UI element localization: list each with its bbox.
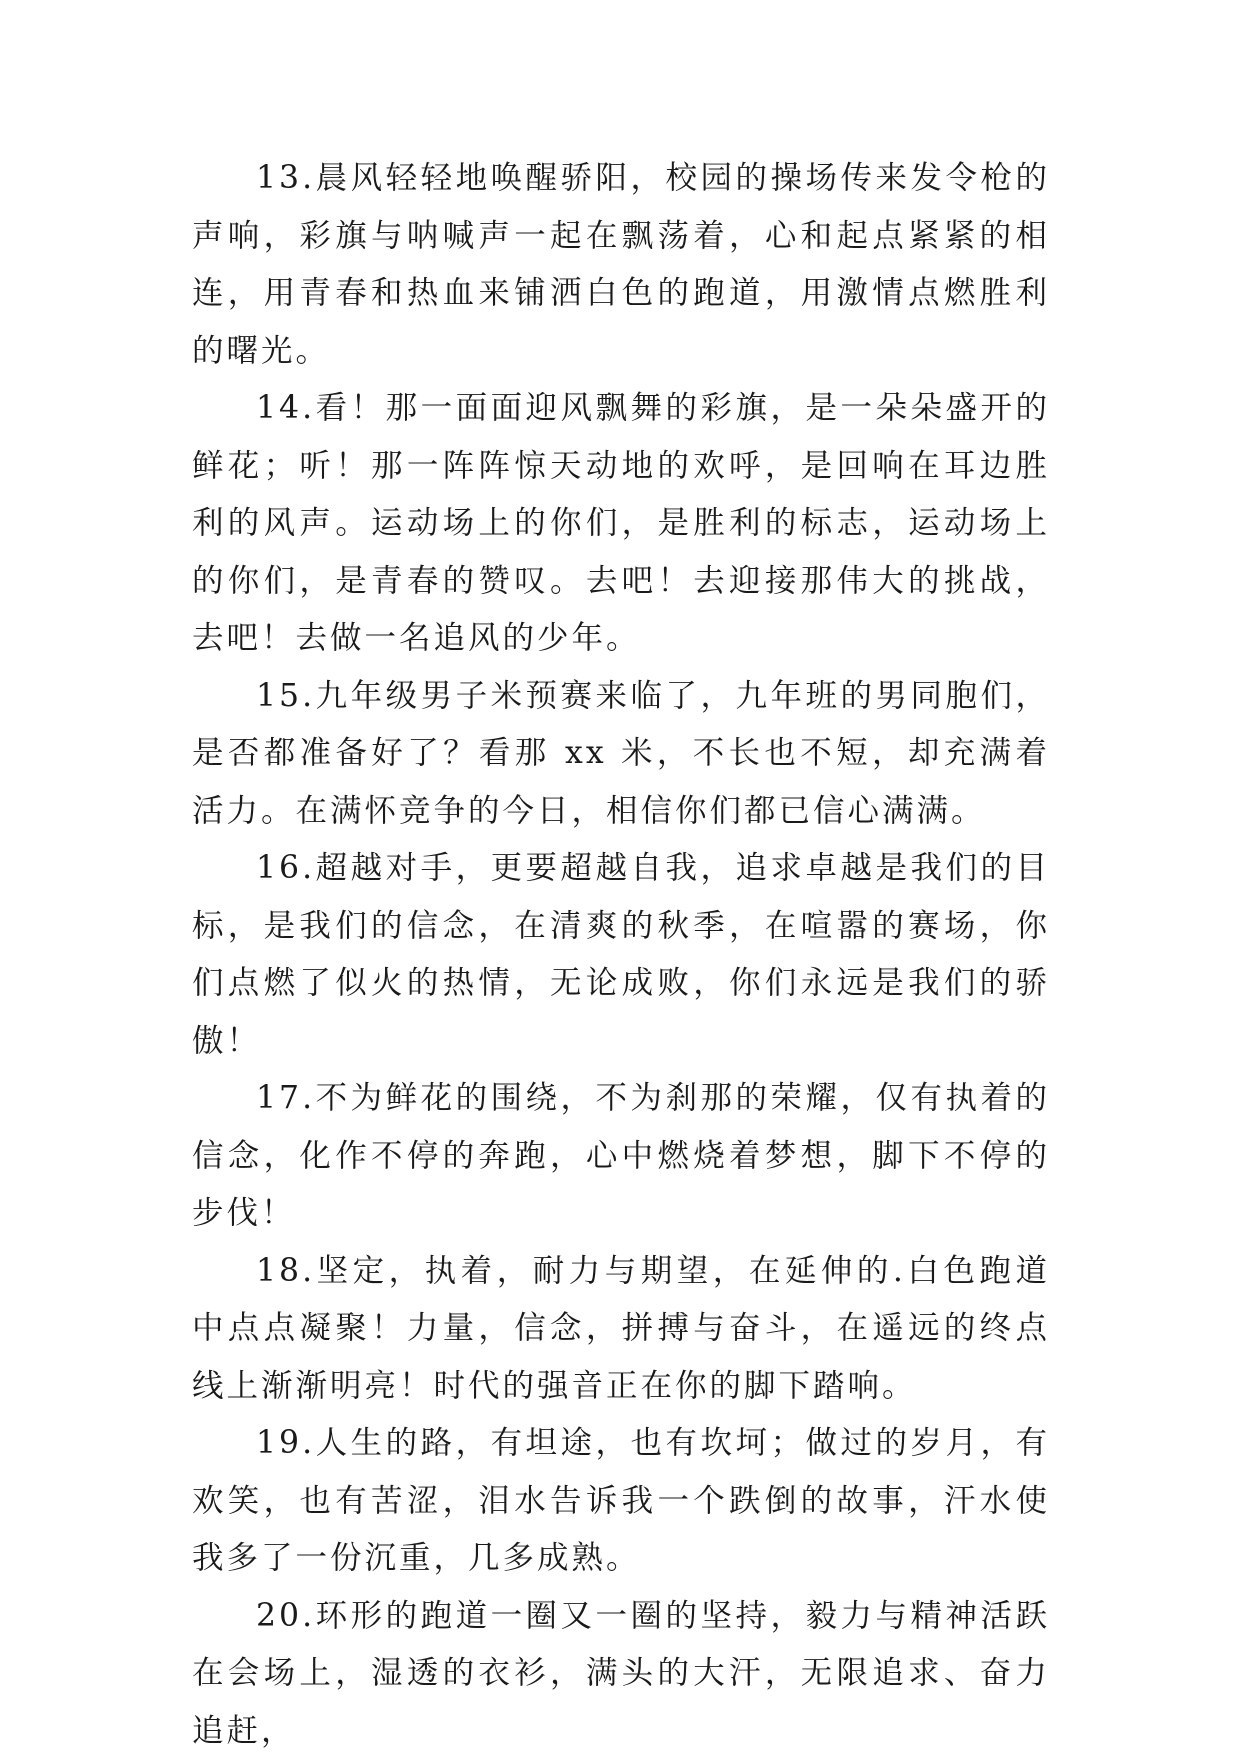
paragraph-20: 20.环形的跑道一圈又一圈的坚持，毅力与精神活跃在会场上，湿透的衣衫，满头的大汗，无限追求、奋力追赶，: [192, 1588, 1050, 1760]
document-body: [192, 150, 1050, 1760]
paragraph-15: 15.九年级男子米预赛来临了，九年班的男同胞们，是否都准备好了？看那 xx 米，不长也不短，却充满着活力。在满怀竞争的今日，相信你们都已信心满满。: [192, 668, 1050, 841]
paragraph-13: 13.晨风轻轻地唤醒骄阳，校园的操场传来发令枪的声响，彩旗与呐喊声一起在飘荡着，心和起点紧紧的相连，用青春和热血来铺洒白色的跑道，用激情点燃胜利的曙光。: [192, 150, 1050, 380]
paragraph-14: 14.看！那一面面迎风飘舞的彩旗，是一朵朵盛开的鲜花；听！那一阵阵惊天动地的欢呼，是回响在耳边胜利的风声。运动场上的你们，是胜利的标志，运动场上的你们，是青春的赞叹。去吧！去迎接那伟大的挑战，去吧！去做一名追风的少年。: [192, 380, 1050, 668]
paragraph-17: 17.不为鲜花的围绕，不为刹那的荣耀，仅有执着的信念，化作不停的奔跑，心中燃烧着梦想，脚下不停的步伐！: [192, 1070, 1050, 1243]
paragraph-18: 18.坚定，执着，耐力与期望，在延伸的.白色跑道中点点凝聚！力量，信念，拼搏与奋斗，在遥远的终点线上渐渐明亮！时代的强音正在你的脚下踏响。: [192, 1243, 1050, 1416]
paragraph-19: 19.人生的路，有坦途，也有坎坷；做过的岁月，有欢笑，也有苦涩，泪水告诉我一个跌倒的故事，汗水使我多了一份沉重，几多成熟。: [192, 1415, 1050, 1588]
paragraph-16: 16.超越对手，更要超越自我，追求卓越是我们的目标，是我们的信念，在清爽的秋季，在喧嚣的赛场，你们点燃了似火的热情，无论成败，你们永远是我们的骄傲！: [192, 840, 1050, 1070]
